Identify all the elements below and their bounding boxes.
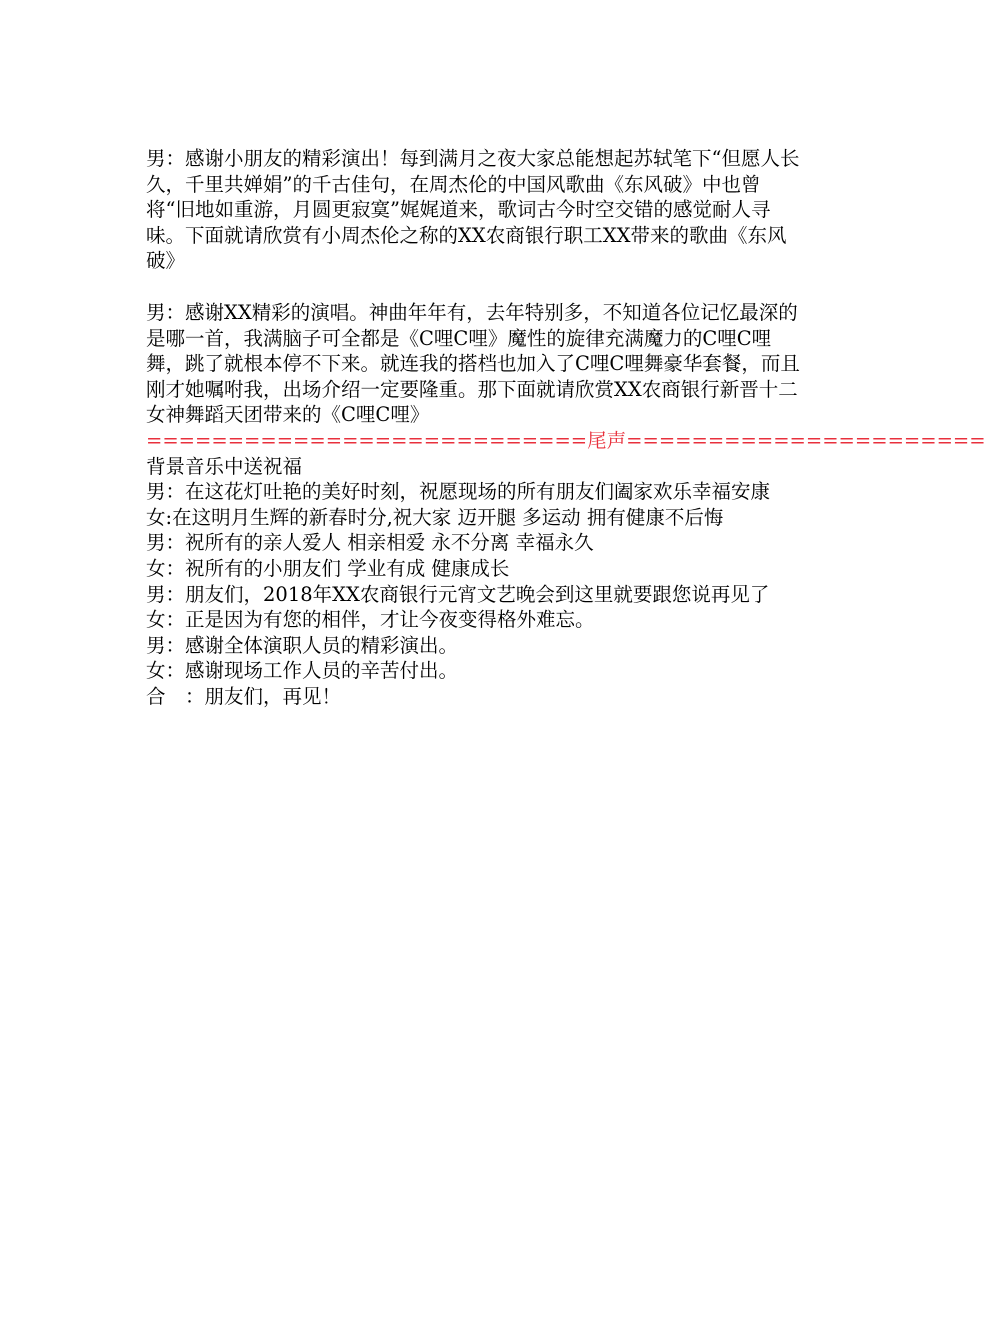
closing-line-1: 男：在这花灯吐艳的美好时刻，祝愿现场的所有朋友们阖家欢乐幸福安康 <box>146 480 771 504</box>
document-page <box>146 146 986 709</box>
paragraph-spacer <box>146 274 806 300</box>
closing-line-2: 女:在这明月生辉的新春时分,祝大家 迈开腿 多运动 拥有健康不后悔 <box>146 505 724 529</box>
closing-section <box>146 454 806 710</box>
closing-line-8: 女：感谢现场工作人员的辛苦付出。 <box>146 659 459 683</box>
closing-line-4: 女：祝所有的小朋友们 学业有成 健康成长 <box>146 556 510 580</box>
closing-line-3: 男：祝所有的亲人爱人 相亲相爱 永不分离 幸福永久 <box>146 531 594 555</box>
closing-line-6: 女：正是因为有您的相伴，才让今夜变得格外难忘。 <box>146 608 595 632</box>
closing-line-7: 男：感谢全体演职人员的精彩演出。 <box>146 633 459 657</box>
closing-line-farewell: 合 ：朋友们，再见！ <box>146 684 342 708</box>
script-paragraph-1: 男：感谢小朋友的精彩演出！每到满月之夜大家总能想起苏轼笔下“但愿人长久，千里共婵娟”的千古佳句，在周杰伦的中国风歌曲《东风破》中也曾将“旧地如重游，月圆更寂寞”娓娓道来，歌词古今时空交错的感觉耐人寻味。下面就请欣赏有小周杰伦之称的XX农商银行职工XX带来的歌曲《东风破》 <box>146 147 800 273</box>
closing-line-5: 男：朋友们，2018年XX农商银行元宵文艺晚会到这里就要跟您说再见了 <box>146 582 770 606</box>
script-paragraph-2: 男：感谢XX精彩的演唱。神曲年年有，去年特别多，不知道各位记忆最深的是哪一首，我满脑子可全都是《C哩C哩》魔性的旋律充满魔力的C哩C哩舞，跳了就根本停不下来。就连我的搭档也加入了C哩C哩舞豪华套餐，而且刚才她嘱咐我，出场介绍一定要隆重。那下面就请欣赏XX农商银行新晋十二女神舞蹈天团带来的《C哩C哩》 <box>146 300 800 427</box>
section-divider-epilogue: ===========================尾声====================== <box>146 428 986 452</box>
closing-line-stage-direction: 背景音乐中送祝福 <box>146 454 303 478</box>
